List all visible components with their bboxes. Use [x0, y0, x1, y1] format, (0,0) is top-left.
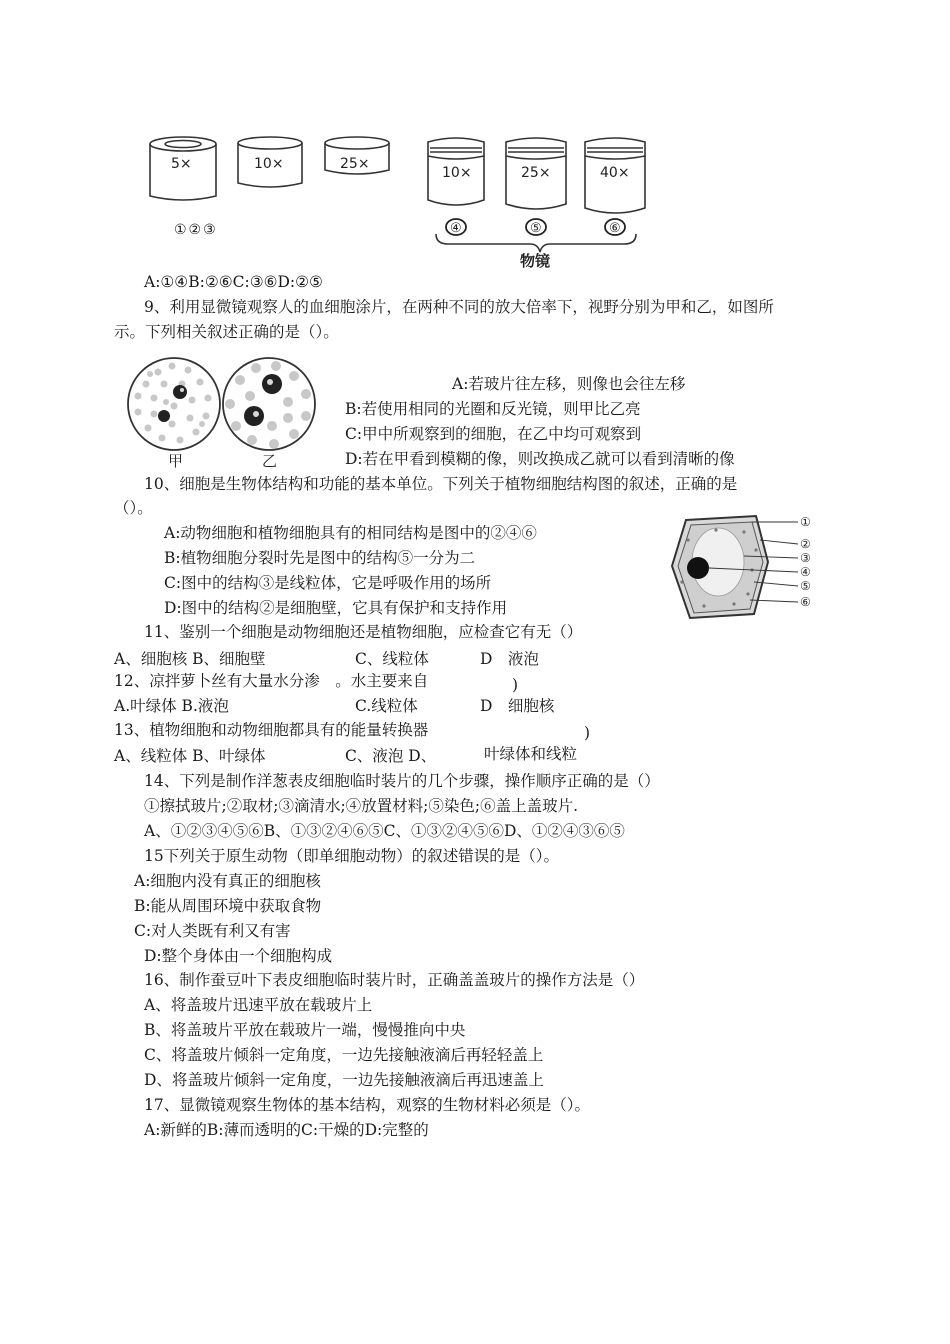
- q9-option-d: D:若在甲看到模糊的像，则改换成乙就可以看到清晰的像: [345, 450, 735, 468]
- q10-option-b: B:植物细胞分裂时先是图中的结构⑤一分为二: [164, 549, 476, 567]
- q15-stem: 15下列关于原生动物（即单细胞动物）的叙述错误的是（）。: [144, 847, 559, 865]
- q10-stem-1: 10、细胞是生物体结构和功能的基本单位。下列关于植物细胞结构图的叙述，正确的是: [144, 475, 738, 493]
- q13-option-c: C、液泡 D、: [345, 747, 437, 765]
- q9-stem-2: 示。下列相关叙述正确的是（）。: [114, 323, 339, 341]
- objective-num-4: ④: [450, 221, 462, 236]
- q11-stem: 11、鉴别一个细胞是动物细胞还是植物细胞，应检查它有无（）: [144, 623, 583, 641]
- eyepiece-label-1: 5×: [171, 156, 192, 172]
- q13-option-ab: A、线粒体 B、叶绿体: [114, 747, 266, 765]
- objective-label-2: 25×: [521, 165, 551, 181]
- q17-options: A:新鲜的B:薄而透明的C:干燥的D:完整的: [144, 1121, 429, 1139]
- q10-option-c: C:图中的结构③是线粒体，它是呼吸作用的场所: [164, 574, 492, 592]
- q11-option-d: D 液泡: [480, 650, 539, 668]
- q9-option-a: A:若玻片往左移，则像也会往左移: [452, 375, 686, 393]
- q10-option-d: D:图中的结构②是细胞壁，它具有保护和支持作用: [164, 599, 508, 617]
- cell-label-2: ②: [800, 537, 811, 551]
- q15-option-d: D:整个身体由一个细胞构成: [144, 947, 333, 965]
- q9-option-b: B:若使用相同的光圈和反光镜，则甲比乙亮: [345, 400, 641, 418]
- objective-num-5: ⑤: [530, 221, 542, 236]
- objective-figure: [418, 128, 668, 278]
- cell-label-5: ⑤: [800, 579, 811, 593]
- q15-option-a: A:细胞内没有真正的细胞核: [134, 872, 321, 890]
- q9-option-c: C:甲中所观察到的细胞，在乙中均可观察到: [345, 425, 642, 443]
- q14-options: A、①②③④⑤⑥B、①③②④⑥⑤C、①③②④⑤⑥D、①②④③⑥⑤: [144, 822, 625, 840]
- q11-option-c: C、线粒体: [355, 650, 429, 668]
- cell-label-1: ①: [800, 515, 811, 529]
- q13-stem: 13、植物细胞和动物细胞都具有的能量转换器: [114, 721, 429, 739]
- q14-steps: ①擦拭玻片;②取材;③滴清水;④放置材料;⑤染色;⑥盖上盖玻片.: [144, 797, 579, 815]
- q15-option-c: C:对人类既有利又有害: [134, 922, 291, 940]
- blood-smear-figure: [126, 354, 316, 470]
- q12-paren: ): [512, 676, 519, 694]
- q12-option-c: C.线粒体: [355, 697, 418, 715]
- cell-label-3: ③: [800, 551, 811, 565]
- objective-label-1: 10×: [442, 165, 472, 181]
- q13-paren: ): [584, 724, 591, 742]
- q12-stem: 12、凉拌萝卜丝有大量水分渗 。水主要来自: [114, 672, 429, 690]
- q9-stem-1: 9、利用显微镜观察人的血细胞涂片，在两种不同的放大倍率下，视野分别为甲和乙，如图所: [144, 298, 774, 316]
- q11-option-ab: A、细胞核 B、细胞壁: [114, 650, 266, 668]
- q16-option-b: B、将盖玻片平放在载玻片一端，慢慢推向中央: [144, 1021, 466, 1039]
- eyepiece-label-2: 10×: [254, 156, 284, 172]
- objective-label-3: 40×: [600, 165, 630, 181]
- q16-option-d: D、将盖玻片倾斜一定角度，一边先接触液滴后再迅速盖上: [144, 1071, 544, 1089]
- eyepiece-numbers: ①②③: [174, 222, 218, 238]
- q16-stem: 16、制作蚕豆叶下表皮细胞临时装片时，正确盖盖玻片的操作方法是（）: [144, 971, 645, 989]
- q12-option-ab: A.叶绿体 B.液泡: [114, 697, 229, 715]
- q17-stem: 17、显微镜观察生物体的基本结构，观察的生物材料必须是（）。: [144, 1096, 590, 1114]
- objective-caption: 物镜: [520, 252, 551, 270]
- objective-num-6: ⑥: [609, 221, 621, 236]
- eyepiece-label-3: 25×: [340, 156, 370, 172]
- plant-cell-figure: [664, 510, 834, 626]
- q10-stem-2: （）。: [114, 499, 153, 517]
- cell-label-6: ⑥: [800, 595, 811, 609]
- cell-label-4: ④: [800, 565, 811, 579]
- q16-option-c: C、将盖玻片倾斜一定角度，一边先接触液滴后再轻轻盖上: [144, 1046, 544, 1064]
- q14-stem: 14、下列是制作洋葱表皮细胞临时装片的几个步骤，操作顺序正确的是（）: [144, 772, 660, 790]
- q15-option-b: B:能从周围环境中获取食物: [134, 897, 322, 915]
- label-yi: 乙: [262, 452, 278, 470]
- q8-options: A:①④B:②⑥C:③⑥D:②⑤: [144, 273, 323, 291]
- q16-option-a: A、将盖玻片迅速平放在载玻片上: [144, 996, 373, 1014]
- q13-option-d: 叶绿体和线粒: [484, 745, 578, 763]
- q10-option-a: A:动物细胞和植物细胞具有的相同结构是图中的②④⑥: [164, 524, 537, 542]
- q12-option-d: D 细胞核: [480, 697, 555, 715]
- label-jia: 甲: [168, 452, 184, 470]
